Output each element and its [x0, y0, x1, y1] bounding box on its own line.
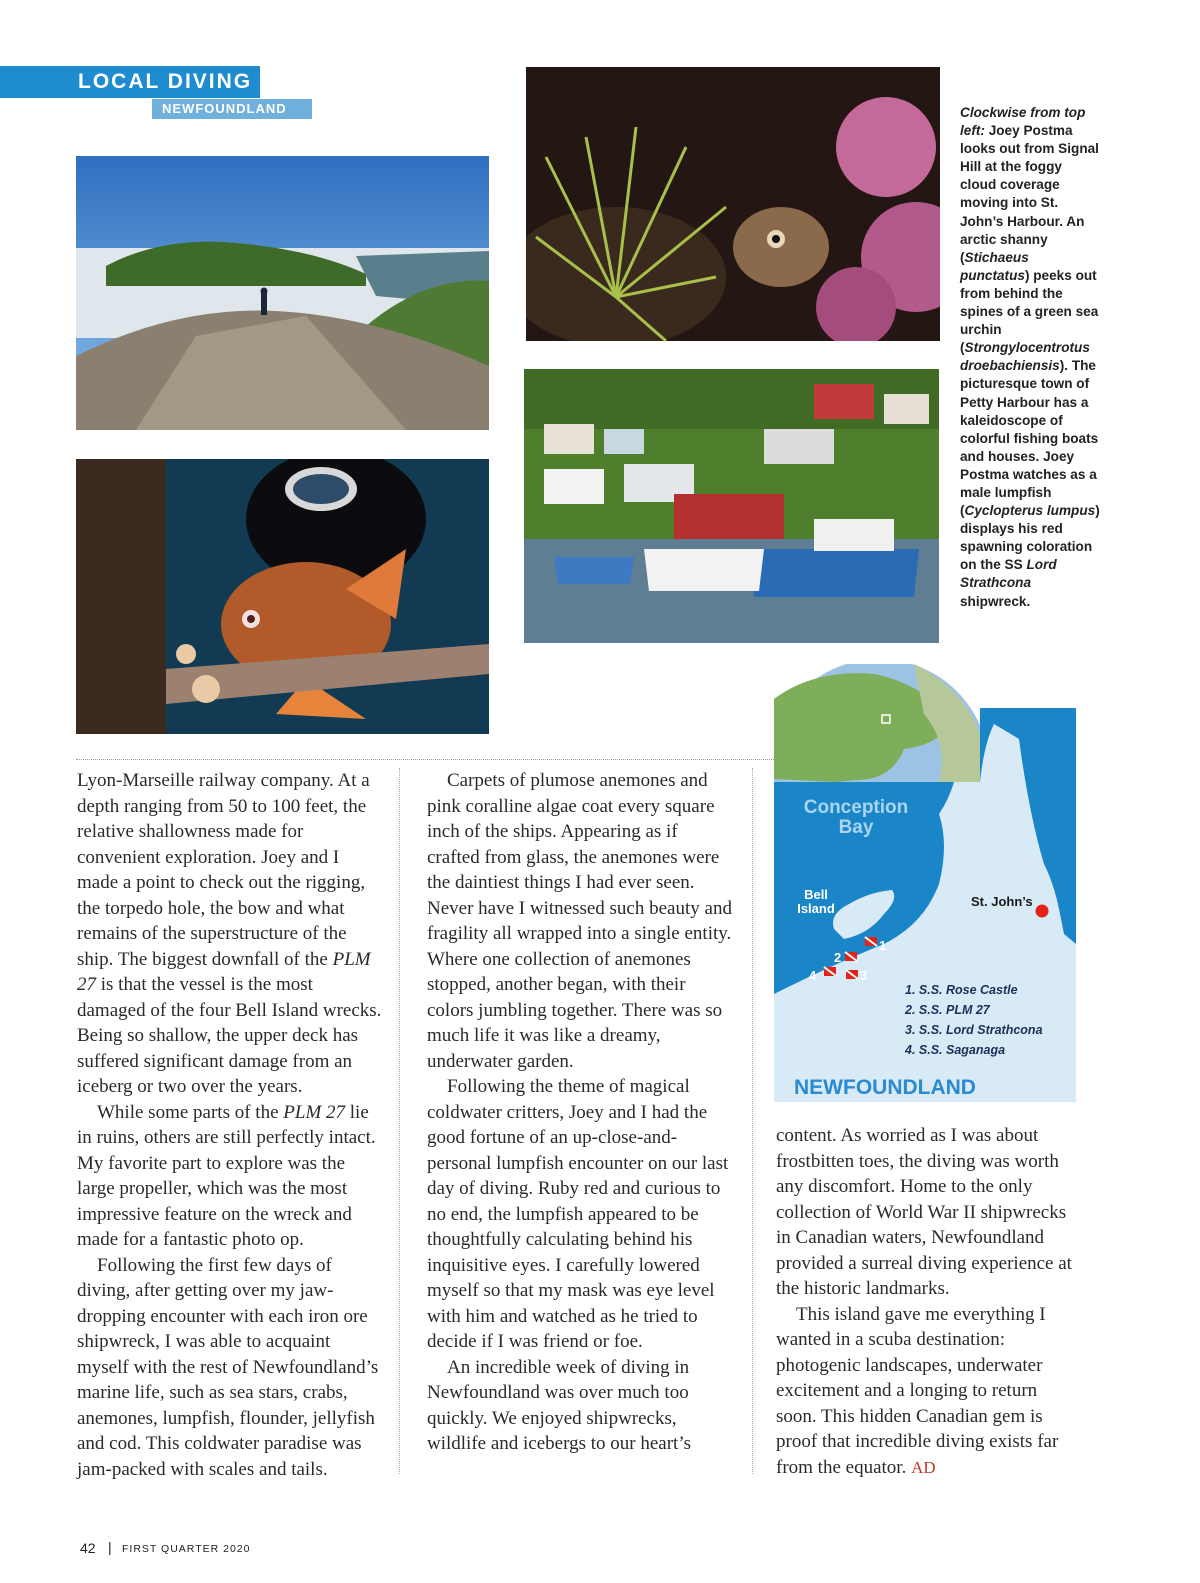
body-paragraph: An incredible week of diving in Newfoundland was over much too quickly. We enjoyed shipwrecks, wildlife and icebergs to our heart’s: [427, 1356, 691, 1454]
map-bay-label: Conception: [803, 797, 909, 818]
column-divider: [399, 768, 400, 1474]
caption-lead: Clockwise from top left:: [960, 105, 1086, 139]
map-legend-item: 3. S.S. Lord Strathcona: [905, 1023, 1043, 1037]
column-divider: [752, 768, 753, 1474]
map-legend-item: 1. S.S. Rose Castle: [905, 983, 1018, 997]
photo-petty-harbour: [524, 369, 939, 643]
caption-species: Stichaeus punctatus: [960, 249, 1029, 283]
map-site-number: 2: [834, 950, 842, 965]
body-paragraph: Lyon-Marseille railway company. At a depth ranging from 50 to 100 feet, the relative shallowness made for convenient exploration. Joey and I made a point to check out the rigging, the torpedo hole, the bow and what remains of the superstructure of the ship. The biggest downfall of the PLM 27 is that the vessel is the most damaged of the four Bell Island wrecks. Being so shallow, the upper deck has suffered significant damage from an iceberg or two over the years.: [77, 770, 382, 1097]
caption-text: Joey Postma looks out from Signal Hill at the foggy cloud coverage moving into St. John’s Harbour. An arctic shanny (: [960, 123, 1099, 265]
body-column-2: [427, 768, 732, 1457]
end-mark: AD: [911, 1457, 936, 1477]
ship-name: PLM 27: [77, 948, 371, 995]
st-johns-marker: [1036, 905, 1049, 918]
dive-flag-icon: [865, 937, 877, 946]
caption-species: Cyclopterus lumpus: [964, 503, 1096, 519]
caption-text: shipwreck.: [960, 593, 1031, 609]
caption-text: ). The picturesque town of Petty Harbour has a kaleidoscope of colorful fishing boats and houses. Joey Postma watches as a male lumpfish (: [960, 358, 1099, 519]
body-paragraph: This island gave me everything I wanted in a scuba destination: photogenic landscapes, underwater excitement and a longing to return soon. This hidden Canadian gem is proof that incredible diving exists far from the equator. AD: [776, 1303, 1059, 1478]
page-number: 42: [80, 1540, 96, 1556]
map-site-number: 3: [860, 968, 868, 983]
ship-name: PLM 27: [283, 1101, 346, 1123]
photo-diver-lumpfish: [76, 459, 489, 734]
map-region-label: NEWFOUNDLAND: [794, 1076, 976, 1099]
footer-separator: |: [108, 1539, 112, 1555]
issue-label: FIRST QUARTER 2020: [122, 1543, 251, 1555]
dive-site-map: [774, 664, 1076, 1102]
photo-caption: [960, 104, 1100, 611]
caption-text: ) displays his red spawning coloration on the SS: [960, 503, 1100, 573]
caption-species: Strongylocentrotus droebachiensis: [960, 340, 1090, 374]
photo-signal-hill: [76, 156, 489, 430]
section-title: LOCAL DIVING: [78, 70, 253, 93]
map-site-number: 1: [879, 938, 887, 953]
section-divider: [76, 759, 776, 760]
map-island-label: Bell: [804, 887, 828, 902]
body-column-1: [77, 768, 382, 1482]
map-legend-item: 4. S.S. Saganaga: [905, 1043, 1006, 1057]
dive-flag-icon: [845, 952, 857, 961]
body-paragraph: While some parts of the PLM 27 lie in ruins, others are still perfectly intact. My favorite part to explore was the large propeller, which was the most impressive feature on the wreck and made for a fantastic photo op.: [77, 1101, 376, 1250]
map-city-label: St. John’s: [971, 894, 1033, 909]
body-paragraph: content. As worried as I was about frostbitten toes, the diving was worth any discomfort. Home to the only collection of World War II shipwrecks in Canadian waters, Newfoundland provided a surreal diving experience at the historic landmarks.: [776, 1125, 1072, 1299]
map-legend-item: 2. S.S. PLM 27: [905, 1003, 990, 1017]
map-bay-label: Bay: [838, 817, 874, 838]
caption-text: ) peeks out from behind the spines of a green sea urchin (: [960, 267, 1099, 356]
body-paragraph: Following the first few days of diving, after getting over my jaw-dropping encounter with each iron ore shipwreck, I was able to acquaint myself with the rest of Newfoundland’s marine life, such as sea stars, crabs, anemones, lumpfish, flounder, jellyfish and cod. This coldwater paradise was jam-packed with scales and tails.: [77, 1254, 379, 1480]
subsection-title: NEWFOUNDLAND: [162, 101, 287, 116]
map-site-number: 4: [809, 968, 817, 983]
map-island-label: Island: [797, 901, 835, 916]
dive-flag-icon: [824, 967, 836, 976]
dive-flag-icon: [846, 970, 858, 979]
photo-arctic-shanny: [526, 67, 940, 341]
body-column-3: [776, 1123, 1081, 1480]
caption-ship: Lord Strathcona: [960, 557, 1057, 591]
body-paragraph: Carpets of plumose anemones and pink coralline algae coat every square inch of the ships. Appearing as if crafted from glass, the anemones were the daintiest things I had ever seen. Never have I witnessed such beauty and fragility all wrapped into a single entity. Where one collection of anemones stopped, another began, with their colors jumbling together. There was so much life it was like a dreamy, underwater garden.: [427, 770, 732, 1072]
body-paragraph: Following the theme of magical coldwater critters, Joey and I had the good fortune of an up-close-and-personal lumpfish encounter on our last day of diving. Ruby red and curious to no end, the lumpfish appeared to be thoughtfully calculating behind his inquisitive eyes. I carefully lowered myself so that my mask was eye level with him and watched as he tried to decide if I was friend or foe.: [427, 1076, 729, 1352]
